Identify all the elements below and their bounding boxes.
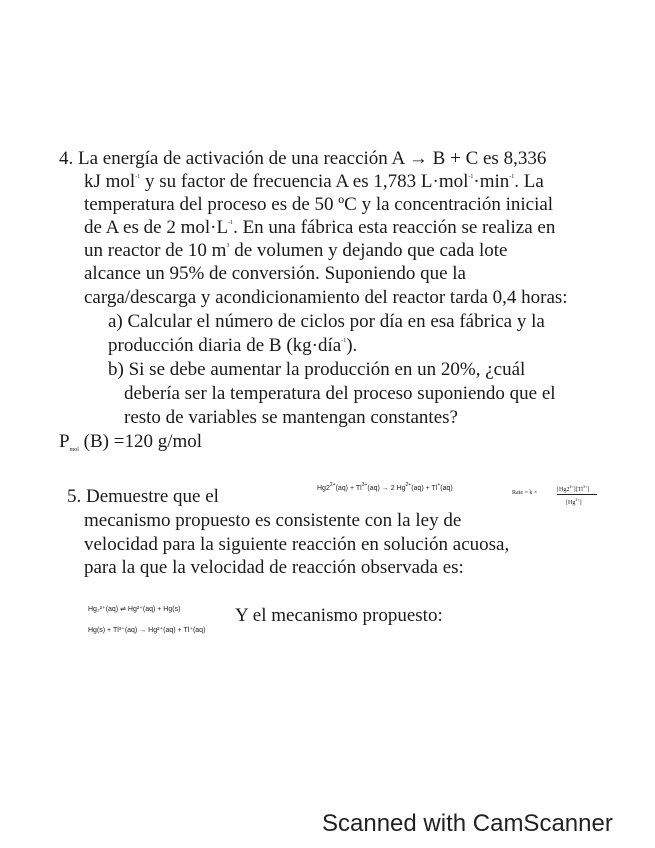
problem-5-line-3: velocidad para la siguiente reacción en solución acuosa, bbox=[84, 534, 510, 555]
camscanner-watermark: Scanned with CamScanner bbox=[322, 810, 613, 837]
rate-law-numerator: $[Hg2^{2+}][Tl^{3+}]$ bbox=[557, 484, 590, 493]
problem-5-line-2: mecanismo propuesto es consistente con la ley de bbox=[84, 510, 462, 531]
problem-4-line-2: kJ mol$^{-1}$ y su factor de frecuencia A es 1,783 $L\cdot mol^{-1}\cdot\min^{-1}$. La bbox=[84, 171, 544, 192]
problem-4a-line-2: producción diaria de B (kg·día$^{-1}$). bbox=[108, 335, 358, 356]
problem-4-line-7: carga/descarga y acondicionamiento del reactor tarda 0,4 horas: bbox=[84, 287, 568, 308]
problem-4b-line-3: resto de variables se mantengan constantes? bbox=[124, 407, 458, 428]
rate-law-label: Rate = k × bbox=[512, 490, 538, 496]
problem-4-line-5: un reactor de 10 $m^3$ de volumen y dejando que cada lote bbox=[84, 240, 508, 261]
mechanism-label: Y el mecanismo propuesto: bbox=[235, 605, 443, 626]
problem-4-line-4: de A es de 2 $mol\cdot L^{-1}$. En una fábrica esta reacción se realiza en bbox=[84, 217, 556, 238]
rate-law-fraction-bar bbox=[557, 494, 597, 495]
problem-5-line-1: 5. Demuestre que el bbox=[67, 486, 219, 507]
problem-4a-line-1: a) Calcular el número de ciclos por día en esa fábrica y la bbox=[108, 311, 545, 332]
molar-mass-line: $P_{mol}$ (B) =120 g/mol bbox=[59, 431, 203, 453]
mechanism-step-2: Hg(s) + Tl³⁺(aq) → Hg²⁺(aq) + Tl⁺(aq) bbox=[88, 627, 206, 634]
mechanism-step-1: Hg₂²⁺(aq) ⇌ Hg²⁺(aq) + Hg(s) bbox=[88, 606, 181, 613]
problem-5-line-4: para la que la velocidad de reacción observada es: bbox=[84, 557, 464, 578]
problem-4-line-6: alcance un 95% de conversión. Suponiendo que la bbox=[84, 263, 466, 284]
problem-4b-line-1: b) Si se debe aumentar la producción en un 20%, ¿cuál bbox=[108, 359, 526, 380]
problem-4-line-3: temperatura del proceso es de 50 ºC y la concentración inicial bbox=[84, 194, 554, 215]
problem-4-line-1: 4. La energía de activación de una reacción A → B + C es 8,336 bbox=[59, 148, 547, 169]
reaction-equation: $Hg2^{2+}(aq) + Tl^{3+}(aq) \to 2$ $Hg^{2+}(aq) + Tl^+(aq)$ bbox=[317, 482, 453, 492]
rate-law-denominator: $[Hg^{2+}]$ bbox=[566, 497, 582, 506]
problem-4b-line-2: debería ser la temperatura del proceso suponiendo que el bbox=[124, 383, 556, 404]
